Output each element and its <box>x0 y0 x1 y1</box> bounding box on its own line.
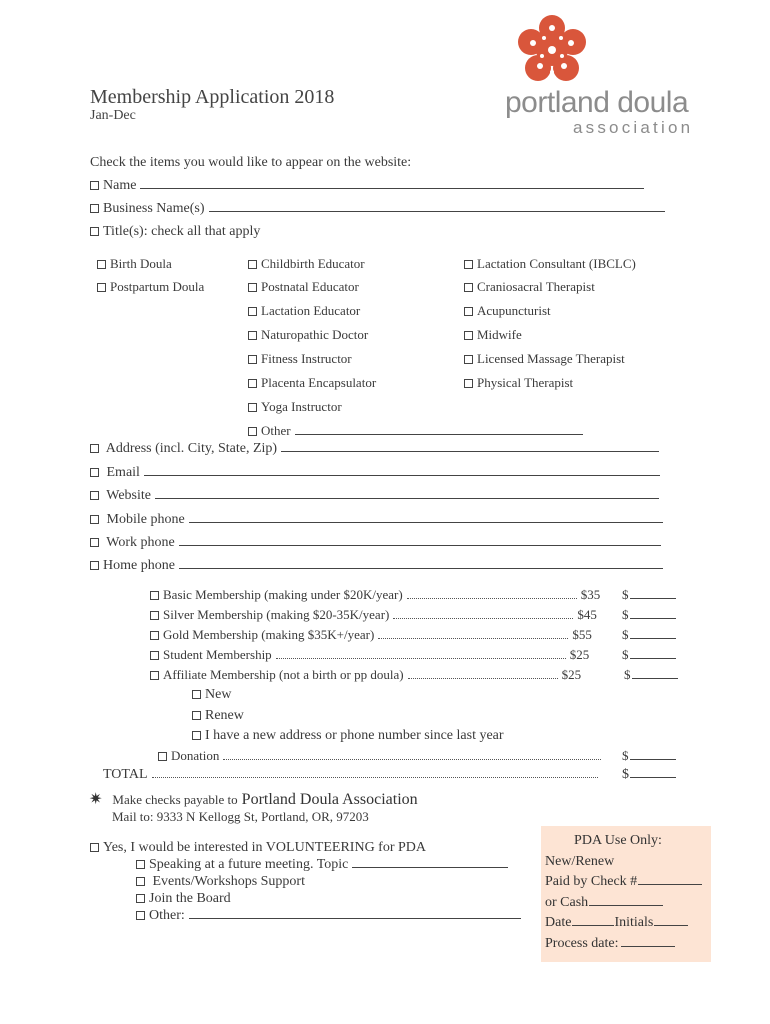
name-row <box>90 178 644 194</box>
address-label: Address (incl. City, State, Zip) <box>105 441 278 456</box>
mobile-label: Mobile phone <box>106 512 185 527</box>
business-field[interactable] <box>209 211 665 212</box>
title-checkbox[interactable] <box>248 307 257 316</box>
logo-name-line2: association <box>573 118 694 137</box>
amount-field[interactable]: $ <box>622 627 676 643</box>
board-checkbox[interactable] <box>136 894 145 903</box>
title-option[interactable] <box>464 279 595 295</box>
title-checkbox[interactable] <box>464 355 473 364</box>
title-option[interactable] <box>464 351 625 367</box>
mobile-row <box>90 512 663 528</box>
checks-text: Make checks payable to <box>112 792 238 807</box>
page-subtitle: Jan-Dec <box>90 108 136 123</box>
membership-checkbox[interactable] <box>150 591 159 600</box>
title-option-label: Licensed Massage Therapist <box>477 351 625 366</box>
title-option-label: Fitness Instructor <box>261 351 352 366</box>
title-option[interactable] <box>464 303 551 319</box>
mobile-checkbox[interactable] <box>90 515 99 524</box>
volunteer-checkbox[interactable] <box>90 843 99 852</box>
title-option[interactable] <box>248 399 342 415</box>
title-option-label: Birth Doula <box>110 256 172 271</box>
donation-label: Donation <box>171 748 220 763</box>
membership-checkbox[interactable] <box>150 671 159 680</box>
title-checkbox[interactable] <box>248 331 257 340</box>
membership-price: $55 <box>572 627 592 642</box>
title-checkbox[interactable] <box>248 427 257 436</box>
work-label: Work phone <box>106 535 175 550</box>
membership-price: $35 <box>580 587 601 602</box>
title-option-label: Craniosacral Therapist <box>477 279 595 294</box>
speaking-checkbox[interactable] <box>136 860 145 869</box>
other-title-field[interactable] <box>295 434 583 435</box>
events-option[interactable] <box>136 874 305 890</box>
name-checkbox[interactable] <box>90 181 99 190</box>
membership-price: $25 <box>561 667 582 682</box>
volunteer-other-checkbox[interactable] <box>136 911 145 920</box>
website-field[interactable] <box>155 498 659 499</box>
membership-label: Affiliate Membership (not a birth or pp doula) <box>163 667 404 682</box>
title-option[interactable] <box>248 327 368 343</box>
title-option-other[interactable] <box>248 423 583 439</box>
title-option-label: Childbirth Educator <box>261 256 365 271</box>
title-option[interactable] <box>248 375 376 391</box>
logo-wordmark <box>505 88 693 138</box>
website-row <box>90 488 659 504</box>
changed-info-label: I have a new address or phone number since last year <box>205 728 504 743</box>
title-option-label: Acupuncturist <box>477 303 551 318</box>
membership-label: Student Membership <box>163 647 272 662</box>
title-option[interactable] <box>248 351 352 367</box>
donation-row <box>158 748 678 764</box>
membership-checkbox[interactable] <box>150 631 159 640</box>
donation-amount-field[interactable]: $ <box>622 748 676 764</box>
email-row <box>90 465 660 481</box>
process-date-row: Process date: <box>545 934 711 955</box>
title-option[interactable] <box>464 375 573 391</box>
title-checkbox[interactable] <box>464 307 473 316</box>
membership-label: Basic Membership (making under $20K/year) <box>163 587 403 602</box>
title-option[interactable] <box>464 256 636 272</box>
title-option[interactable] <box>248 256 365 272</box>
changed-info-checkbox[interactable] <box>192 731 201 740</box>
business-label: Business Name(s) <box>103 201 205 216</box>
membership-price: $45 <box>577 607 597 622</box>
title-option[interactable] <box>248 303 360 319</box>
name-field[interactable] <box>140 188 644 189</box>
membership-row <box>150 627 680 643</box>
title-checkbox[interactable] <box>464 260 473 269</box>
renew-checkbox[interactable] <box>192 711 201 720</box>
title-option-label: Physical Therapist <box>477 375 574 390</box>
mobile-field[interactable] <box>189 522 663 523</box>
title-option-label: Lactation Educator <box>261 303 361 318</box>
membership-label: Silver Membership (making $20-35K/year) <box>163 607 390 622</box>
email-field[interactable] <box>144 475 660 476</box>
title-option[interactable] <box>248 279 359 295</box>
mail-to-address: Mail to: 9333 N Kellogg St, Portland, OR, 97203 <box>112 809 369 824</box>
payee-name: Portland Doula Association <box>241 791 418 808</box>
page-title: Membership Application 2018 <box>90 86 335 108</box>
email-label: Email <box>106 465 140 480</box>
title-checkbox[interactable] <box>464 379 473 388</box>
board-label: Join the Board <box>149 891 231 906</box>
business-checkbox[interactable] <box>90 204 99 213</box>
title-checkbox[interactable] <box>248 355 257 364</box>
title-option-label: Placenta Encapsulator <box>261 375 377 390</box>
speaking-label: Speaking at a future meeting. Topic <box>149 857 349 872</box>
volunteer-other-label: Other: <box>149 908 185 923</box>
star-icon: ✷ <box>89 791 103 808</box>
paid-by-check-row: Paid by Check # <box>545 872 711 893</box>
membership-row <box>150 647 680 663</box>
work-field[interactable] <box>179 545 661 546</box>
title-checkbox[interactable] <box>464 283 473 292</box>
events-label: Events/Workshops Support <box>152 874 305 889</box>
address-field[interactable] <box>281 451 659 452</box>
new-option[interactable] <box>192 687 231 703</box>
work-row <box>90 535 661 551</box>
topic-field[interactable] <box>352 867 508 868</box>
pda-use-heading: PDA Use Only: <box>574 833 662 848</box>
volunteer-label: Yes, I would be interested in VOLUNTEERING for PDA <box>103 840 427 855</box>
date-initials-row: Date Initials <box>545 913 711 934</box>
titles-checkbox[interactable] <box>90 227 99 236</box>
title-option-label: Lactation Consultant (IBCLC) <box>477 256 636 271</box>
title-checkbox[interactable] <box>97 260 106 269</box>
renew-option[interactable] <box>192 708 244 724</box>
speaking-option[interactable] <box>136 857 508 873</box>
title-checkbox[interactable] <box>464 331 473 340</box>
business-row <box>90 201 665 217</box>
title-option-label: Postpartum Doula <box>110 279 205 294</box>
amount-field[interactable]: $ <box>622 587 676 603</box>
membership-checkbox[interactable] <box>150 611 159 620</box>
title-option-label: Postnatal Educator <box>261 279 359 294</box>
renew-label: Renew <box>205 708 244 723</box>
title-option-label: Naturopathic Doctor <box>261 327 369 342</box>
website-label: Website <box>106 488 151 503</box>
name-label: Name <box>103 178 137 193</box>
title-option[interactable] <box>97 279 204 295</box>
title-option-label: Other <box>261 423 291 438</box>
title-option-label: Yoga Instructor <box>261 399 342 414</box>
membership-checkbox[interactable] <box>150 651 159 660</box>
payment-line <box>89 789 418 809</box>
board-option[interactable] <box>136 891 231 907</box>
membership-label: Gold Membership (making $35K+/year) <box>163 627 375 642</box>
home-label: Home phone <box>103 558 175 573</box>
address-row <box>90 441 659 457</box>
total-row <box>103 767 678 783</box>
titles-label: Title(s): check all that apply <box>103 224 261 239</box>
title-checkbox[interactable] <box>248 379 257 388</box>
work-checkbox[interactable] <box>90 538 99 547</box>
pda-use-only-box <box>541 826 711 962</box>
new-renew-text: New/Renew <box>545 853 615 869</box>
title-checkbox[interactable] <box>248 283 257 292</box>
pda-flower-logo <box>518 14 586 90</box>
events-checkbox[interactable] <box>136 877 145 886</box>
volunteer-other-option[interactable] <box>136 908 521 924</box>
title-checkbox[interactable] <box>248 403 257 412</box>
volunteer-option[interactable] <box>90 840 426 856</box>
home-row <box>90 558 663 574</box>
amount-field[interactable]: $ <box>622 647 676 663</box>
membership-row <box>150 667 680 683</box>
title-option-label: Midwife <box>477 327 522 342</box>
home-checkbox[interactable] <box>90 561 99 570</box>
or-cash-row: or Cash <box>545 893 711 914</box>
title-checkbox[interactable] <box>97 283 106 292</box>
email-checkbox[interactable] <box>90 468 99 477</box>
website-checkbox[interactable] <box>90 491 99 500</box>
new-checkbox[interactable] <box>192 690 201 699</box>
new-label: New <box>205 687 232 702</box>
title-option[interactable] <box>97 256 172 272</box>
membership-row <box>150 587 680 603</box>
title-checkbox[interactable] <box>248 260 257 269</box>
amount-field[interactable]: $ <box>624 667 678 683</box>
changed-info-option[interactable] <box>192 728 504 744</box>
website-heading: Check the items you would like to appear on the website: <box>90 155 412 170</box>
amount-field[interactable]: $ <box>622 607 676 623</box>
title-option[interactable] <box>464 327 522 343</box>
membership-price: $25 <box>569 647 590 662</box>
total-label: TOTAL <box>103 767 148 782</box>
total-amount-field[interactable]: $ <box>622 767 676 783</box>
donation-checkbox[interactable] <box>158 752 167 761</box>
home-field[interactable] <box>179 568 663 569</box>
address-checkbox[interactable] <box>90 444 99 453</box>
volunteer-other-field[interactable] <box>189 918 521 919</box>
membership-row <box>150 607 680 623</box>
logo-name-line1: portland doula <box>505 86 689 119</box>
titles-row <box>90 224 260 240</box>
